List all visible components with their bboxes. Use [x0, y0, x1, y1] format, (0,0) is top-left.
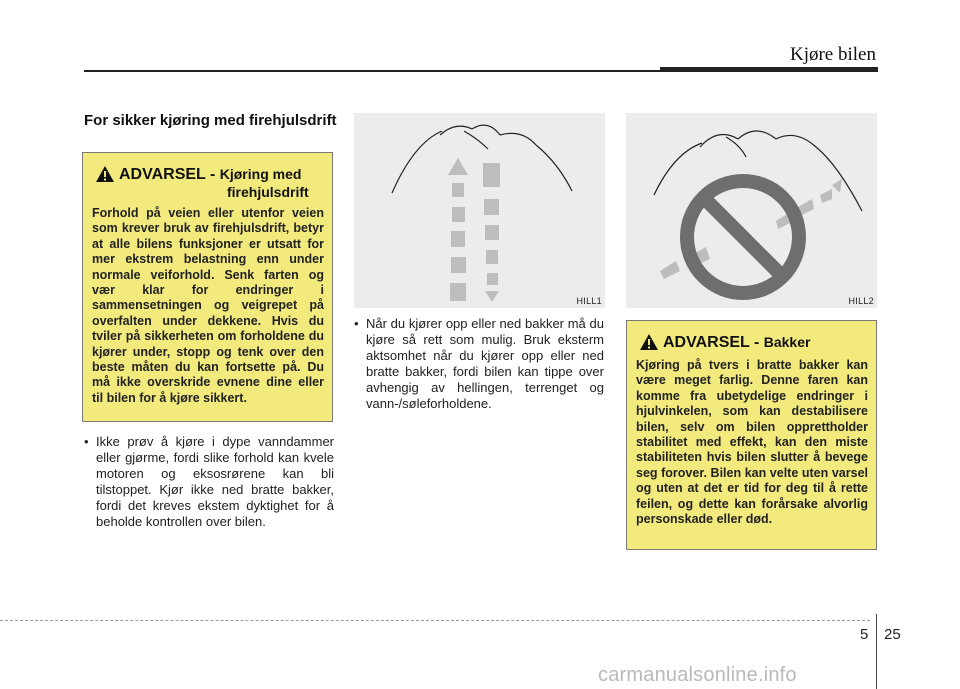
warning-box-4wd — [82, 152, 333, 422]
warning-box-hills — [626, 320, 877, 550]
bullet-marker: • — [84, 434, 89, 449]
section-heading: For sikker kjøring med firehjulsdrift — [84, 112, 337, 129]
warning-subtitle: Bakker — [763, 334, 811, 350]
bullet-text: Ikke prøv å kjøre i dype vanndammer eller gjørme, fordi slike forhold kan kvele motoren og eksosrørene kan bli tilstoppet. Kjør ikke ned bratte bakker, fordi det kreves ekstem dyktighet for å beholde kontrollen over bilen. — [96, 434, 334, 529]
hill-illustration — [354, 113, 605, 308]
footer-divider — [876, 614, 877, 689]
warning-subtitle-line2: firehjulsdrift — [227, 184, 309, 200]
warning-title — [663, 334, 873, 352]
page-header-title: Kjøre bilen — [789, 44, 876, 65]
footer-rule — [0, 620, 870, 621]
figure-code: HILL2 — [848, 296, 874, 306]
bullet-item-water — [84, 434, 334, 530]
warning-keyword: ADVARSEL - — [663, 334, 764, 351]
figure-hill-diagonal — [626, 113, 877, 308]
chapter-number: 5 — [860, 626, 869, 643]
prohibition-icon — [687, 181, 799, 293]
warning-keyword: ADVARSEL - — [119, 166, 220, 183]
warning-body: Forhold på veien eller utenfor veien som krever bruk av firehjulsdrift, betyr at alle bilens funksjoner er utsatt for mer ekstrem belastning enn under normale veiforhold. Senk farten og vær klar for endringer i sammensetningen og veigrepet på overfalten under dekkene. Hvis du tviler på sikkerheten om forholdene du kjører under, stopp og tenk over den beste måten du kan fortsette på. Du må ikke overskride evnene dine eller til bilen for å kjøre sikkert. — [92, 206, 324, 405]
warning-triangle-icon — [639, 333, 659, 351]
warning-title — [119, 166, 329, 184]
figure-hill-straight — [354, 113, 605, 308]
header-rule-thick — [660, 67, 878, 72]
hill-prohibited-illustration — [626, 113, 877, 308]
watermark: carmanualsonline.info — [598, 664, 797, 686]
page-number: 25 — [884, 626, 901, 643]
bullet-marker: • — [354, 316, 359, 331]
header-rule — [84, 70, 662, 72]
bullet-item-straight — [354, 316, 604, 412]
warning-subtitle-line1: Kjøring med — [219, 166, 302, 182]
bullet-text: Når du kjører opp eller ned bakker må du kjøre så rett som mulig. Bruk eksterm aktsomhet når du kjører opp eller ned bratte bakker, fordi bilen kan tippe over avhengig av hellingen, terrenget og vann-/søleforholdene. — [366, 316, 604, 411]
warning-triangle-icon — [95, 165, 115, 183]
warning-body: Kjøring på tvers i bratte bakker kan være meget farlig. Denne faren kan komme fra ubetydelige endringer i hjulvinkelen, som kan destabilisere bilen, selv om bilen opprettholder stabilitet med effekt, kan den miste stabiliteten hvis bilen slutter å bevege seg forover. Bilen kan velte uten varsel og uten at det er tid for deg til å rette feilen, og dette kan forårsake alvorlig personskade eller død. — [636, 358, 868, 527]
figure-code: HILL1 — [576, 296, 602, 306]
